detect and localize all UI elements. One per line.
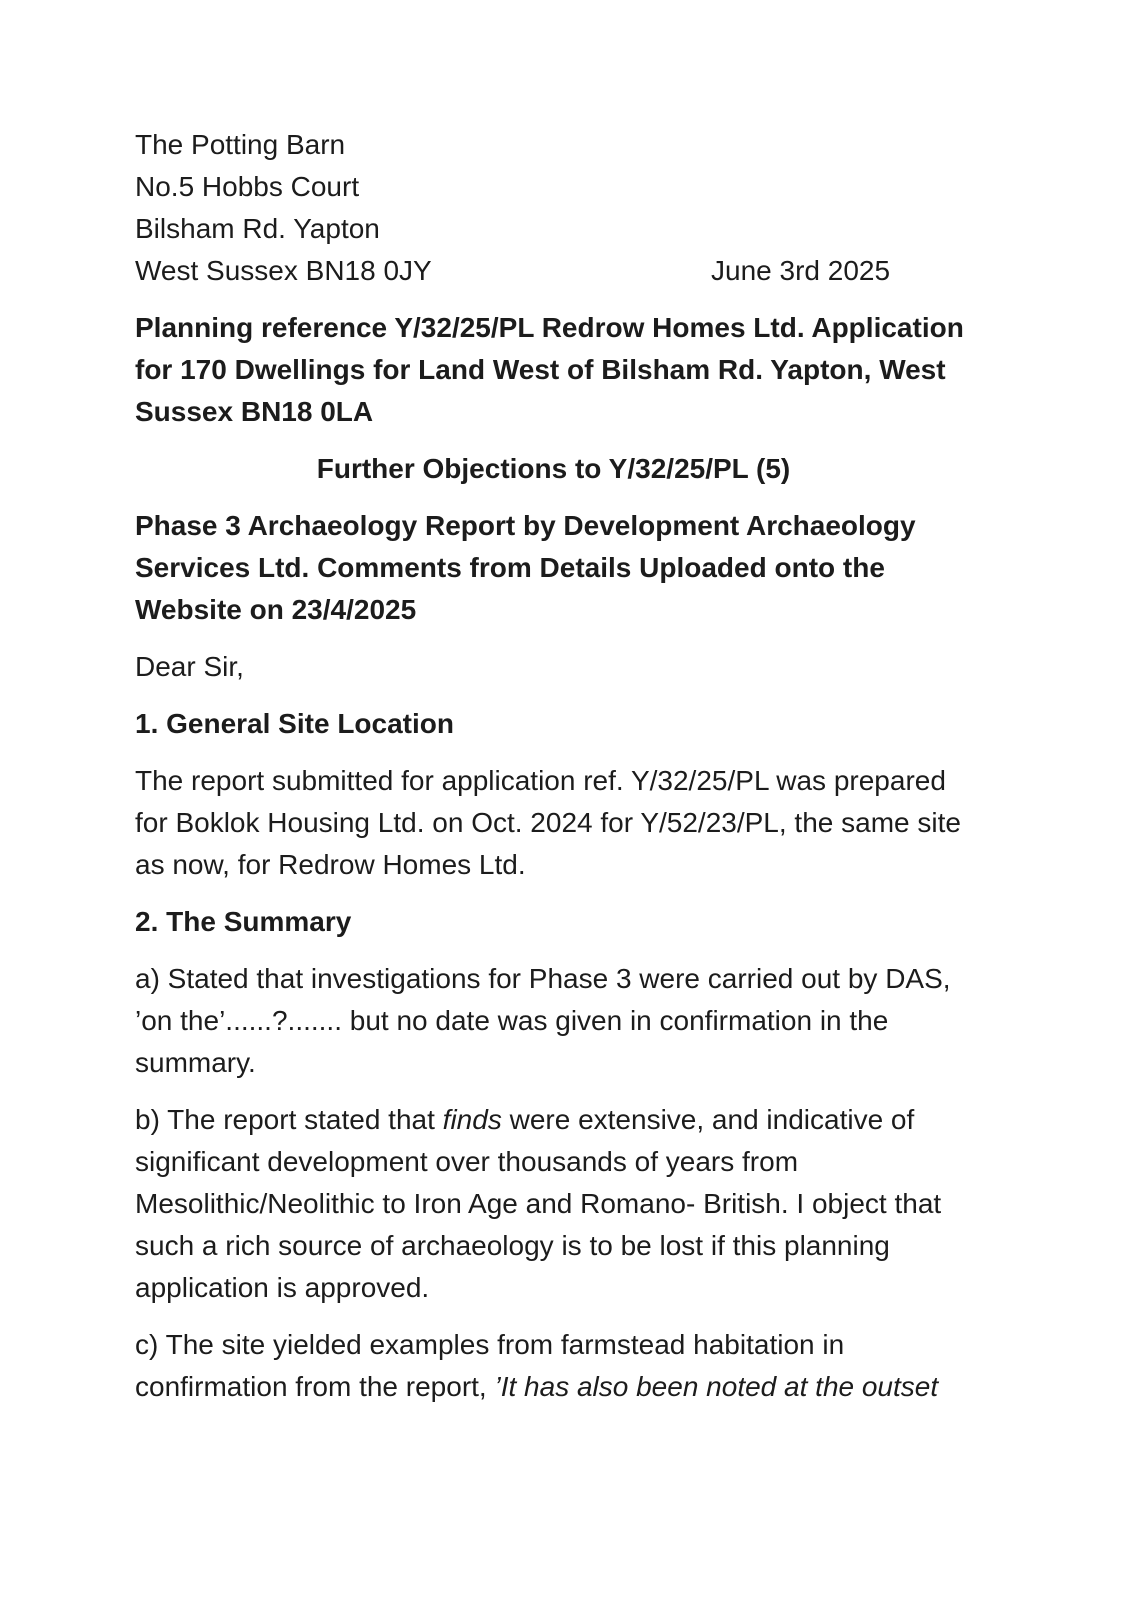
- paragraph-run: c) The site yielded examples from farmstead habitation in confirmation from the report,: [135, 1329, 845, 1402]
- address-line: [135, 124, 972, 166]
- sender-address: [135, 124, 972, 292]
- section-heading: 2. The Summary: [135, 906, 352, 937]
- letter-date: June 3rd 2025: [711, 255, 891, 286]
- salutation: Dear Sir,: [135, 651, 244, 682]
- paragraph-run: The report submitted for application ref. Y/32/25/PL was prepared for Boklok Housing Ltd. on Oct. 2024 for Y/52/23/PL, the same site as now, for Redrow Homes Ltd.: [135, 765, 961, 880]
- address-line: [135, 208, 972, 250]
- paragraph-run-italic: finds: [442, 1104, 502, 1135]
- address-line-text: Bilsham Rd. Yapton: [135, 213, 380, 244]
- report-heading: Phase 3 Archaeology Report by Development Archaeology Services Ltd. Comments from Details Uploaded onto the Website on 23/4/2025: [135, 510, 916, 625]
- paragraph-run-italic: ’It has also been noted at the outset: [494, 1371, 939, 1402]
- letter-sections: [135, 703, 972, 1408]
- address-line-text: West Sussex BN18 0JY: [135, 255, 432, 286]
- paragraph: [135, 1099, 972, 1309]
- section-heading: 1. General Site Location: [135, 708, 454, 739]
- paragraph-run: b) The report stated that: [135, 1104, 443, 1135]
- address-line-text: No.5 Hobbs Court: [135, 171, 360, 202]
- paragraph: [135, 1324, 972, 1408]
- address-line-text: The Potting Barn: [135, 129, 346, 160]
- paragraph-run: were extensive, and indicative of significant development over thousands of years from Mesolithic/Neolithic to Iron Age and Romano- British. I object that such a rich source of archaeology is to be lost if this planning application is approved.: [135, 1104, 942, 1303]
- subject-heading: Further Objections to Y/32/25/PL (5): [316, 453, 791, 484]
- reference-heading: Planning reference Y/32/25/PL Redrow Homes Ltd. Application for 170 Dwellings for Land West of Bilsham Rd. Yapton, West Sussex BN18 0LA: [135, 312, 964, 427]
- address-line: [135, 166, 972, 208]
- address-line: [135, 250, 972, 292]
- paragraph: [135, 760, 972, 886]
- paragraph-run: a) Stated that investigations for Phase 3 were carried out by DAS, ’on the’......?....... but no date was given in confirmation in the summary.: [135, 963, 951, 1078]
- paragraph: [135, 958, 972, 1084]
